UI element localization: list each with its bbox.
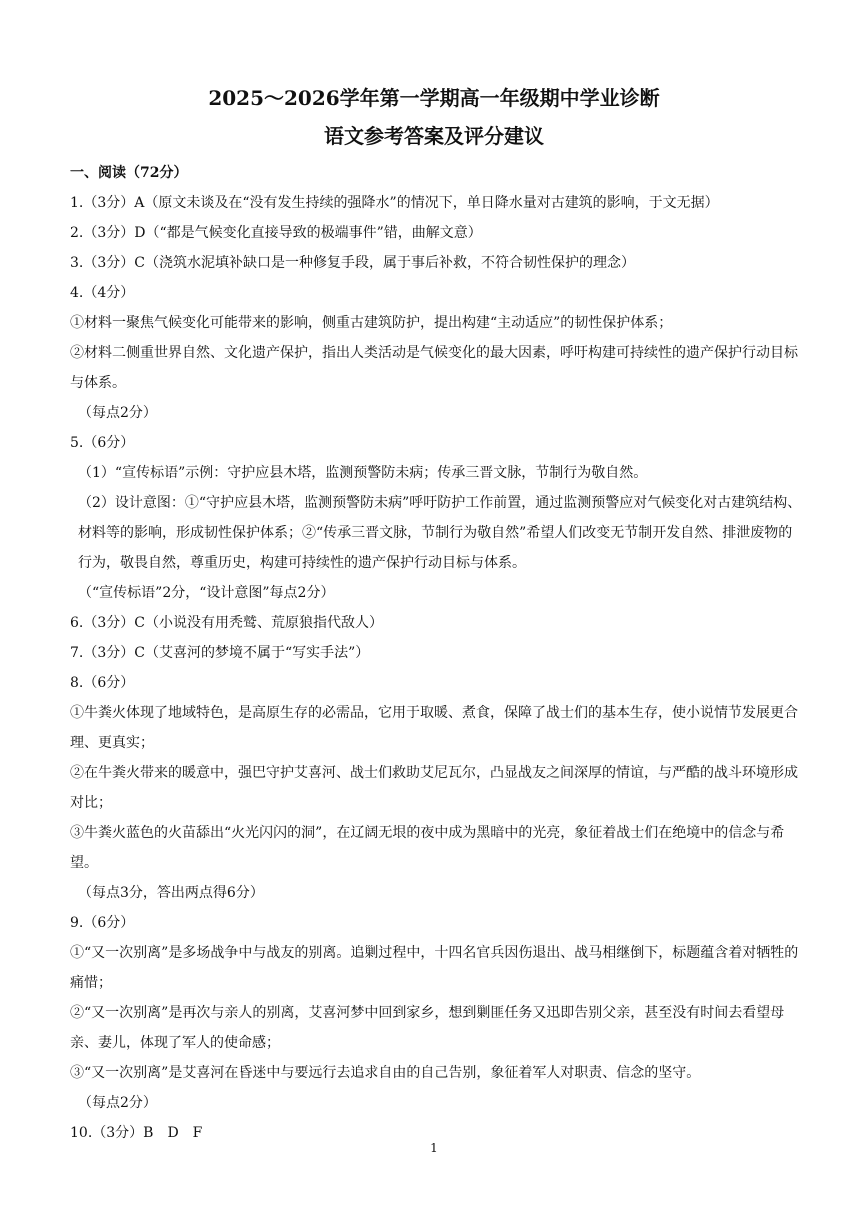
answer-q5-part-2: （2）设计意图：①“守护应县木塔，监测预警防未病”呼吁防护工作前置，通过监测预警应对气候变化对古建筑结构、材料等的影响，形成韧性保护体系；②“传承三晋文脉，节制行为敬自然”希望人们改变无节制开发自然、排泄废物的行为，敬畏自然，尊重历史，构建可持续性的遗产保护行动目标与体系。 bbox=[78, 495, 802, 571]
answer-q7: 7.（3分）C（艾喜河的梦境不属于“写实手法”） bbox=[70, 645, 370, 661]
answer-q2: 2.（3分）D（“都是气候变化直接导致的极端事件”错，曲解文意） bbox=[70, 225, 482, 241]
answer-q8-point-2: ②在牛粪火带来的暖意中，强巴守护艾喜河、战士们救助艾尼瓦尔，凸显战友之间深厚的情谊，与严酷的战斗环境形成对比； bbox=[70, 765, 798, 811]
answer-q9-note: （每点2分） bbox=[78, 1095, 157, 1111]
answer-q4-head: 4.（4分） bbox=[70, 285, 135, 301]
answer-q9-point-2: ②“又一次别离”是再次与亲人的别离，艾喜河梦中回到家乡，想到剿匪任务又迅即告别父亲，甚至没有时间去看望母亲、妻儿，体现了军人的使命感； bbox=[70, 1005, 785, 1051]
answer-q10: 10.（3分）B D F bbox=[70, 1125, 203, 1141]
answer-q6: 6.（3分）C（小说没有用秃鹫、荒原狼指代敌人） bbox=[70, 615, 383, 631]
answer-q4-note: （每点2分） bbox=[78, 405, 157, 421]
answer-q8-point-3: ③牛粪火蓝色的火苗舔出“火光闪闪的洞”，在辽阔无垠的夜中成为黑暗中的光亮，象征着战士们在绝境中的信念与希望。 bbox=[70, 825, 785, 871]
answer-content bbox=[70, 158, 802, 1148]
answer-q3: 3.（3分）C（浇筑水泥填补缺口是一种修复手段，属于事后补救，不符合韧性保护的理念） bbox=[70, 255, 635, 271]
answer-q1: 1.（3分）A（原文未谈及在“没有发生持续的强降水”的情况下，单日降水量对古建筑的影响，于文无据） bbox=[70, 195, 719, 211]
answer-q9-point-3: ③“又一次别离”是艾喜河在昏迷中与要远行去追求自由的自己告别，象征着军人对职责、信念的坚守。 bbox=[70, 1065, 701, 1081]
document-subtitle: 语文参考答案及评分建议 bbox=[324, 124, 544, 148]
answer-q5-head: 5.（6分） bbox=[70, 435, 135, 451]
section-heading: 一、阅读（72分） bbox=[70, 165, 188, 181]
answer-q8-note: （每点3分，答出两点得6分） bbox=[78, 885, 264, 901]
answer-q8-point-1: ①牛粪火体现了地域特色，是高原生存的必需品，它用于取暖、煮食，保障了战士们的基本生存，使小说情节发展更合理、更真实； bbox=[70, 705, 798, 751]
answer-q5-note: （“宣传标语”2分，“设计意图”每点2分） bbox=[78, 585, 335, 601]
answer-q5-part-1: （1）“宣传标语”示例：守护应县木塔，监测预警防未病；传承三晋文脉，节制行为敬自然。 bbox=[78, 465, 648, 481]
answer-q9-head: 9.（6分） bbox=[70, 915, 135, 931]
page-number: 1 bbox=[430, 1141, 438, 1155]
answer-q8-head: 8.（6分） bbox=[70, 675, 135, 691]
answer-q4-point-1: ①材料一聚焦气候变化可能带来的影响，侧重古建筑防护，提出构建“主动适应”的韧性保护体系； bbox=[70, 315, 673, 331]
answer-q4-point-2: ②材料二侧重世界自然、文化遗产保护，指出人类活动是气候变化的最大因素，呼吁构建可持续性的遗产保护行动目标与体系。 bbox=[70, 345, 798, 391]
answer-q9-point-1: ①“又一次别离”是多场战争中与战友的别离。追剿过程中，十四名官兵因伤退出、战马相继倒下，标题蕴含着对牺牲的痛惜； bbox=[70, 945, 799, 991]
document-title: 2025～2026学年第一学期高一年级期中学业诊断 bbox=[208, 86, 660, 110]
